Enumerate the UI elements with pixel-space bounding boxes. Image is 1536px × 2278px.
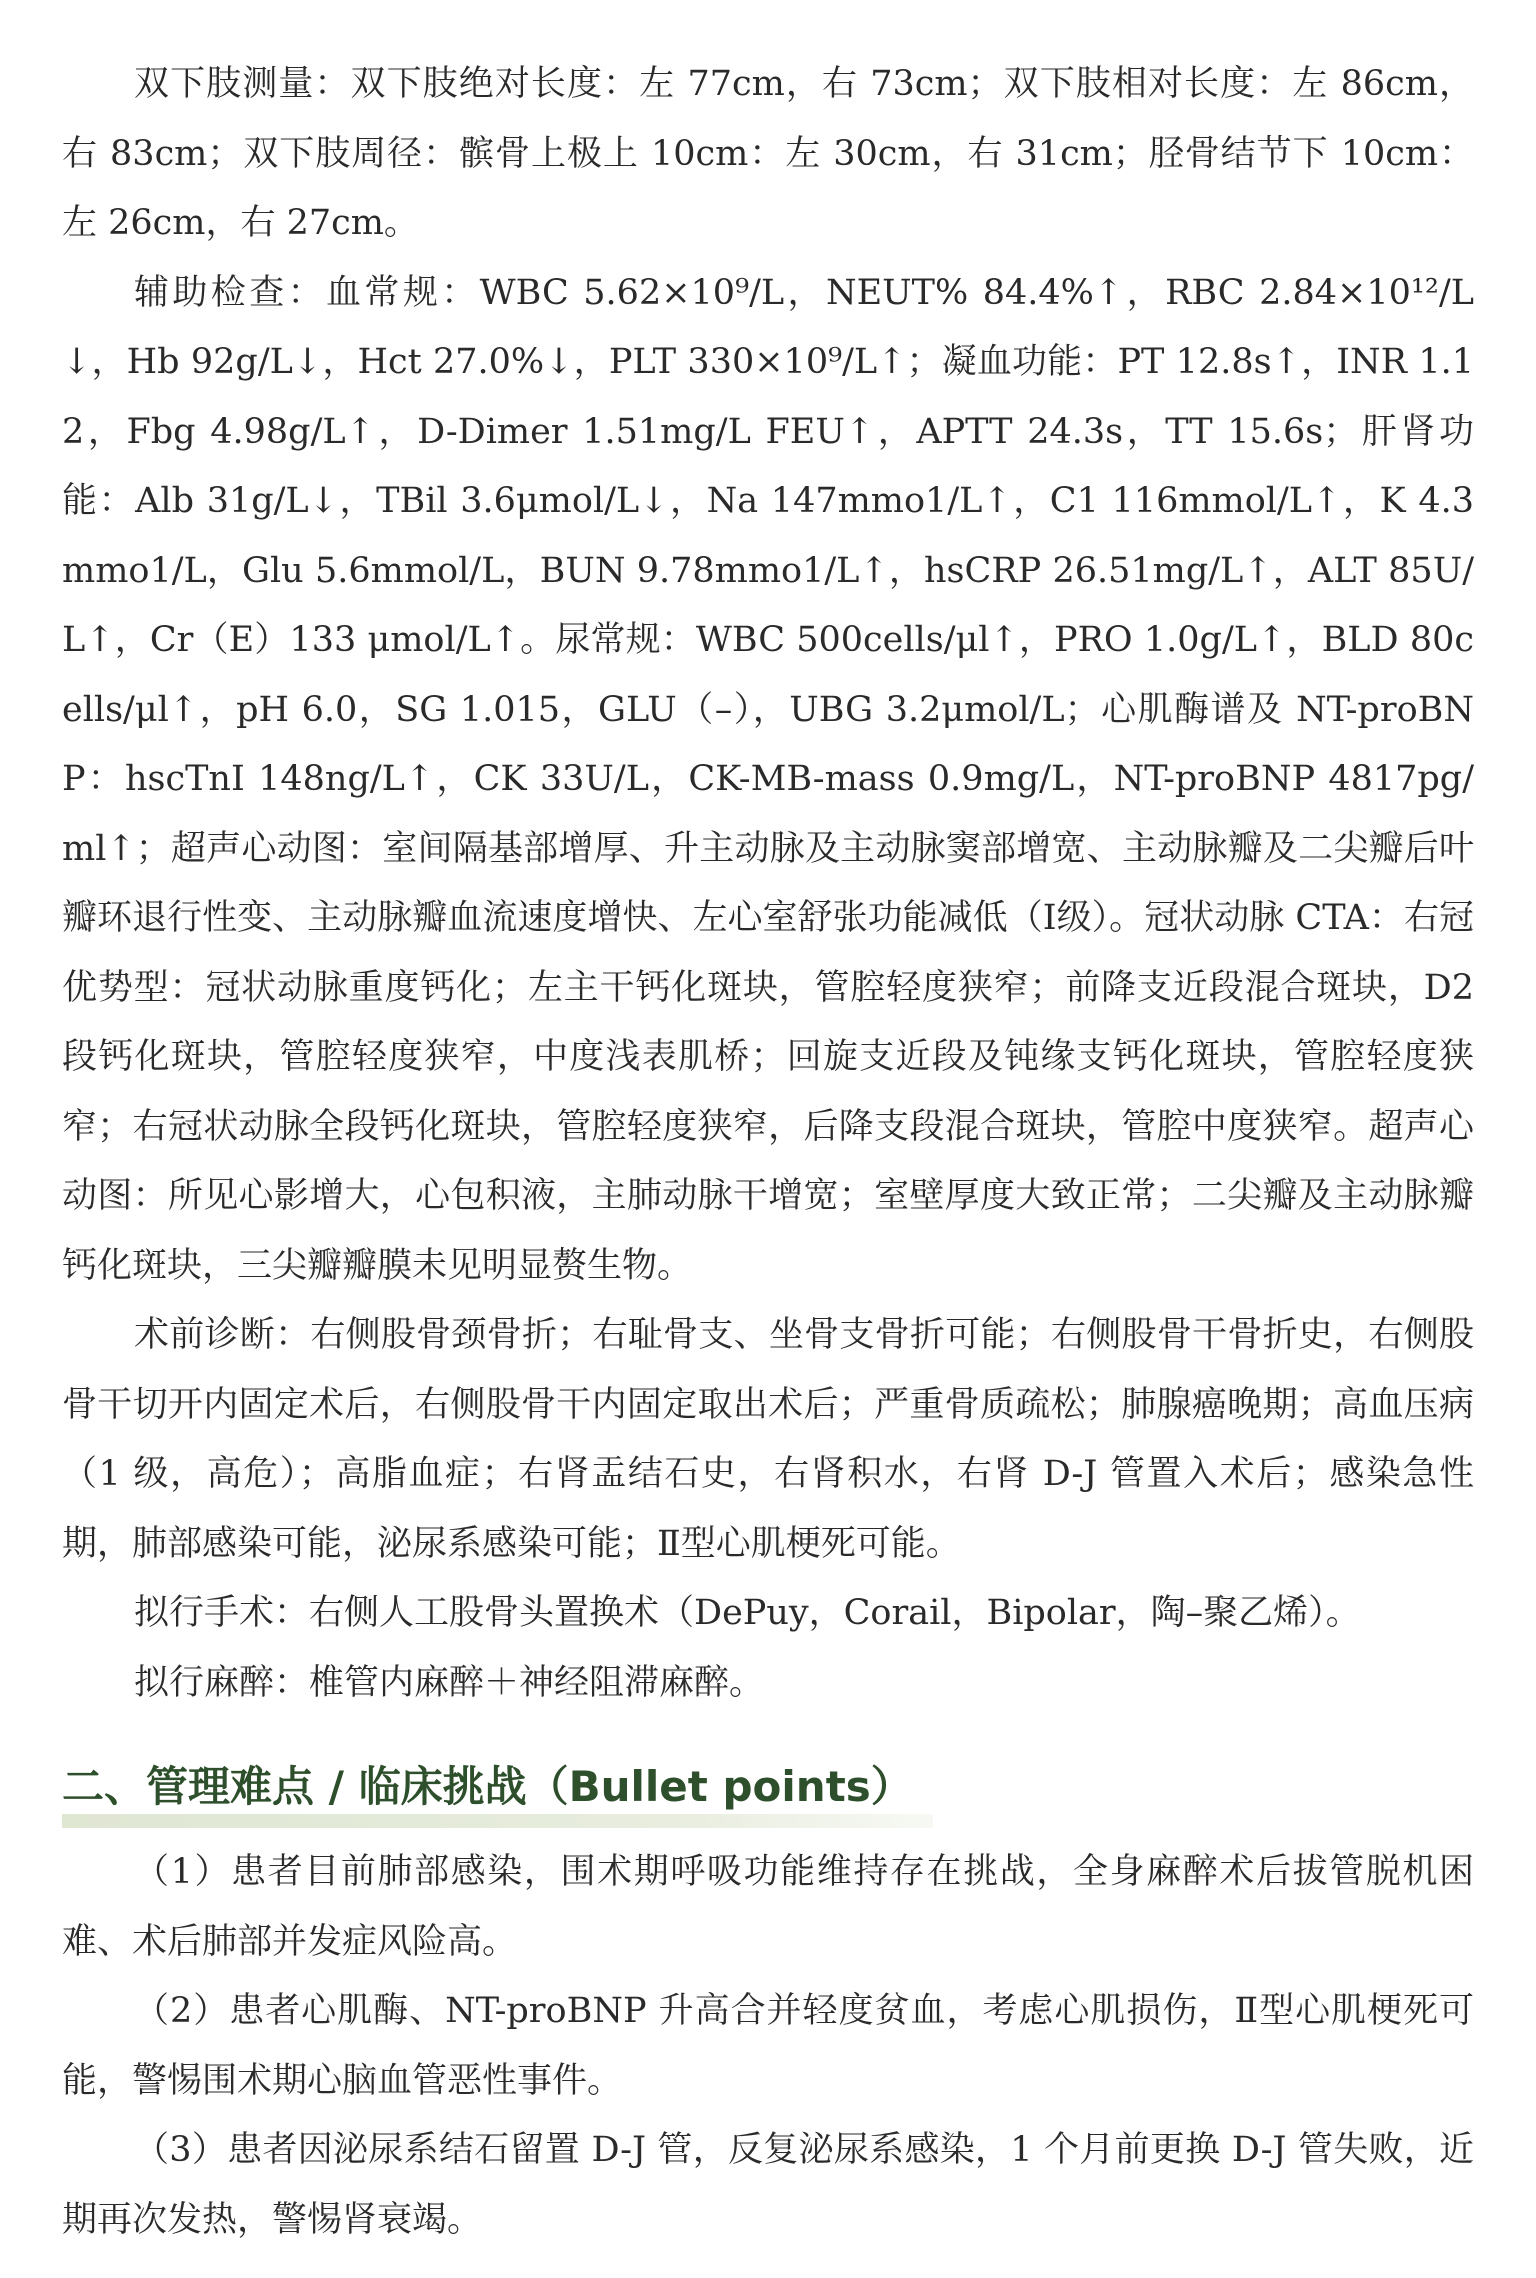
paragraph-planned-anesthesia: 拟行麻醉：椎管内麻醉＋神经阻滞麻醉。 (134, 1662, 765, 1703)
paragraph-auxiliary-exams: 辅助检查：血常规：WBC 5.62×10⁹/L，NEUT% 84.4%↑，RBC 2.84×10¹²/L↓，Hb 92g/L↓，Hct 27.0%↓，PLT 330×10⁹/L↑；凝血功能：PT 12.8s↑，INR 1.12，Fbg 4.98g/L↑，D-Dimer 1.51mg/L FEU↑，APTT 24.3s，TT 15.6s；肝肾功能：Alb 31g/L↓，TBil 3.6μmol/L↓，Na 147mmo1/L↑，C1 116mmol/L↑，K 4.3mmo1/L，Glu 5.6mmol/L，BUN 9.78mmo1/L↑，hsCRP 26.51mg/L↑，ALT 85U/L↑，Cr（E）133 μmol/L↑。尿常规：WBC 500cells/μl↑，PRO 1.0g/L↑，BLD 80cells/μl↑，pH 6.0，SG 1.015，GLU（–），UBG 3.2μmol/L；心肌酶谱及 NT-proBNP：hscTnI 148ng/L↑，CK 33U/L，CK-MB-mass 0.9mg/L，NT-proBNP 4817pg/ml↑；超声心动图：室间隔基部增厚、升主动脉及主动脉窦部增宽、主动脉瓣及二尖瓣后叶瓣环退行性变、主动脉瓣血流速度增快、左心室舒张功能减低（Ⅰ级）。冠状动脉 CTA：右冠优势型：冠状动脉重度钙化；左主干钙化斑块，管腔轻度狭窄；前降支近段混合斑块，D2 段钙化斑块，管腔轻度狭窄，中度浅表肌桥；回旋支近段及钝缘支钙化斑块，管腔轻度狭窄；右冠状动脉全段钙化斑块，管腔轻度狭窄，后降支段混合斑块，管腔中度狭窄。超声心动图：所见心影增大，心包积液，主肺动脉干增宽；室壁厚度大致正常；二尖瓣及主动脉瓣钙化斑块，三尖瓣瓣膜未见明显赘生物。 (62, 272, 1474, 1286)
paragraph-preop-diagnosis: 术前诊断：右侧股骨颈骨折；右耻骨支、坐骨支骨折可能；右侧股骨干骨折史，右侧股骨干切开内固定术后，右侧股骨干内固定取出术后；严重骨质疏松；肺腺癌晚期；高血压病（1 级，高危）；高脂血症；右肾盂结石史，右肾积水，右肾 D-J 管置入术后；感染急性期，肺部感染可能，泌尿系感染可能；Ⅱ型心肌梗死可能。 (62, 1315, 1474, 1564)
section-heading (62, 1758, 933, 1822)
section-heading-block (62, 1758, 1474, 1822)
paragraph-limb-measurement: 双下肢测量：双下肢绝对长度：左 77cm，右 73cm；双下肢相对长度：左 86cm，右 83cm；双下肢周径：髌骨上极上 10cm：左 30cm，右 31cm；胫骨结节下 10cm：左 26cm，右 27cm。 (62, 64, 1474, 243)
bullet-point-2: （2）患者心肌酶、NT-proBNP 升高合并轻度贫血，考虑心肌损伤，Ⅱ型心肌梗死可能，警惕围术期心脑血管恶性事件。 (62, 1991, 1474, 2101)
bullet-point-1: （1）患者目前肺部感染，围术期呼吸功能维持存在挑战，全身麻醉术后拔管脱机困难、术后肺部并发症风险高。 (62, 1852, 1474, 1962)
section-heading-text: 二、管理难点 / 临床挑战（Bullet points） (62, 1762, 913, 1811)
bullet-point-3: （3）患者因泌尿系结石留置 D-J 管，反复泌尿系感染，1 个月前更换 D-J 管失败，近期再次发热，警惕肾衰竭。 (62, 2130, 1474, 2240)
paragraph-planned-surgery: 拟行手术：右侧人工股骨头置换术（DePuy，Corail，Bipolar，陶–聚乙烯）。 (134, 1593, 1361, 1633)
